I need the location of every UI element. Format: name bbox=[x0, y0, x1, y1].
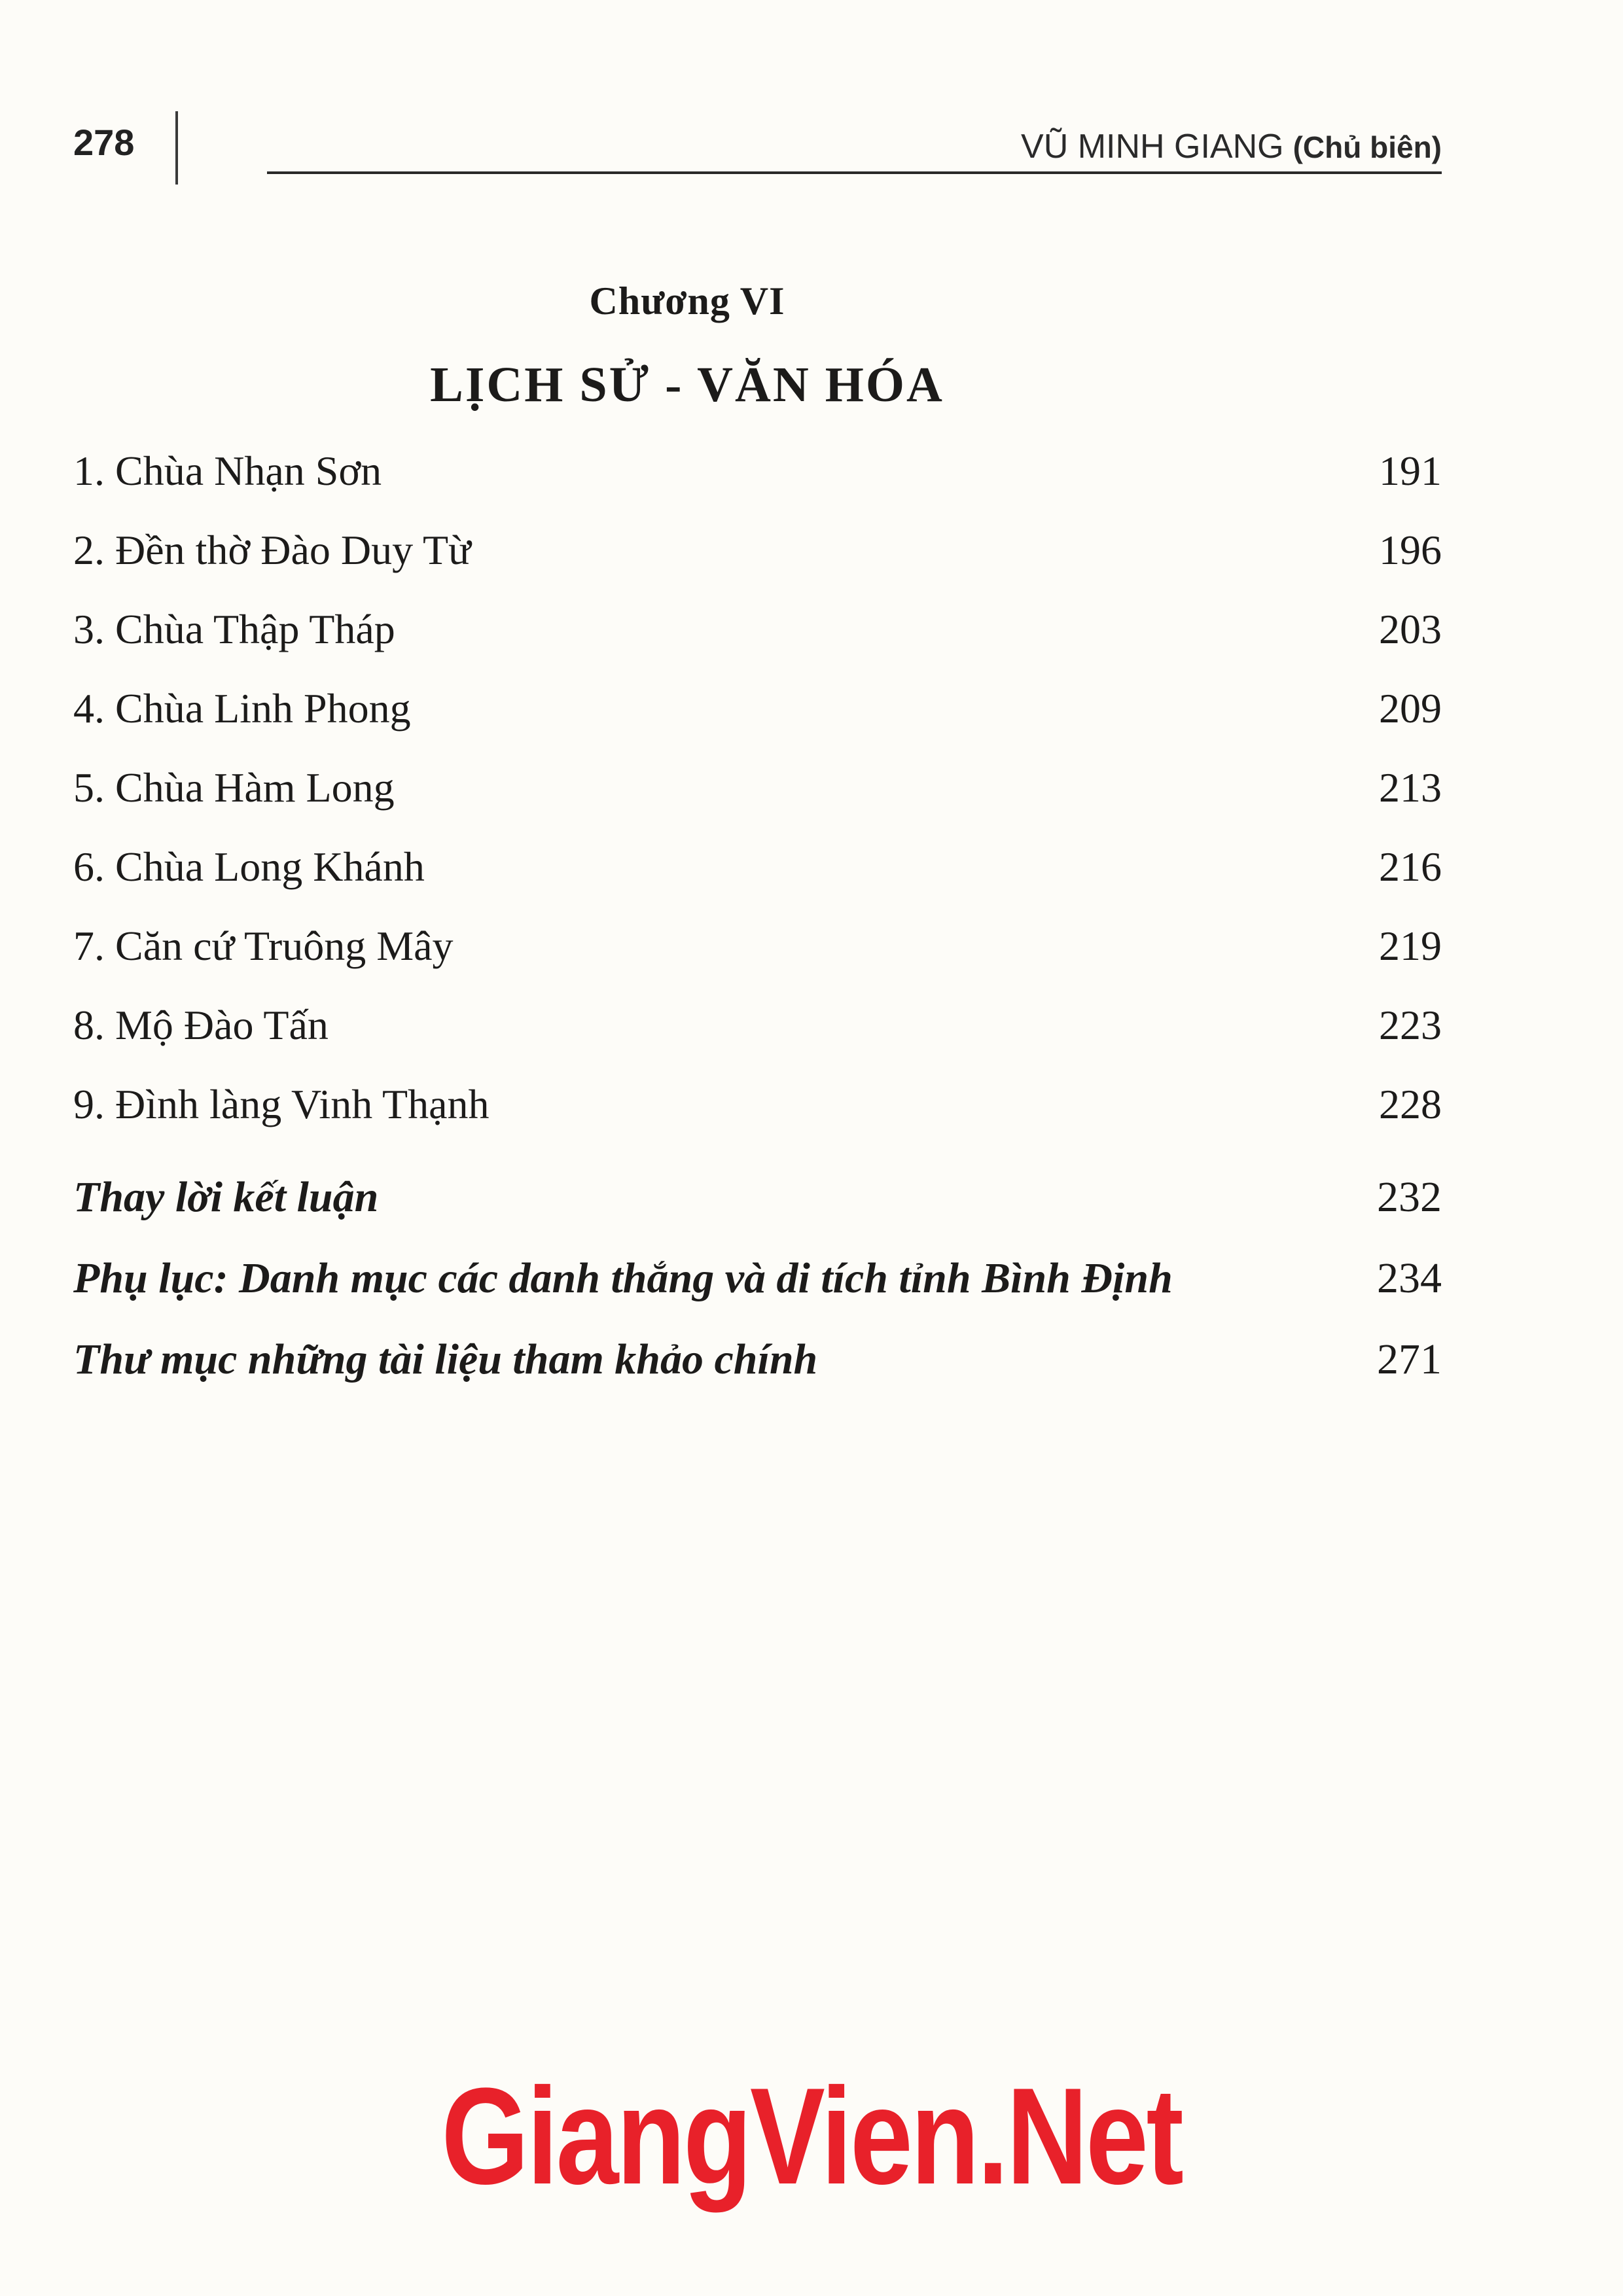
author-name: VŨ MINH GIANG bbox=[1021, 128, 1284, 166]
toc-entry bbox=[73, 993, 1442, 1072]
back-matter-page: 232 bbox=[1377, 1173, 1442, 1221]
toc-entry bbox=[73, 676, 1442, 755]
toc-entry-title: 4. Chùa Linh Phong bbox=[73, 685, 411, 732]
header-divider bbox=[175, 111, 178, 185]
back-matter-list bbox=[73, 1165, 1442, 1408]
toc-entry bbox=[73, 518, 1442, 597]
toc-entry bbox=[73, 913, 1442, 993]
editor-note: (Chủ biên) bbox=[1293, 130, 1442, 164]
toc-entry-page: 196 bbox=[1379, 527, 1442, 573]
toc-entry-title: 7. Căn cứ Truông Mây bbox=[73, 923, 454, 969]
back-matter-title: Thay lời kết luận bbox=[73, 1173, 379, 1221]
toc-entry-page: 228 bbox=[1379, 1081, 1442, 1127]
back-matter-page: 271 bbox=[1377, 1335, 1442, 1383]
toc-entry-title: 5. Chùa Hàm Long bbox=[73, 764, 395, 811]
chapter-label: Chương VI bbox=[589, 279, 785, 323]
toc-entry-title: 1. Chùa Nhạn Sơn bbox=[73, 448, 382, 494]
toc-entry-page: 219 bbox=[1379, 923, 1442, 969]
toc-entry-title: 8. Mộ Đào Tấn bbox=[73, 1002, 329, 1048]
toc-entry-title: 6. Chùa Long Khánh bbox=[73, 843, 425, 890]
back-matter-entry bbox=[73, 1327, 1442, 1408]
toc-entry-title: 9. Đình làng Vinh Thạnh bbox=[73, 1081, 490, 1127]
toc-entry-page: 216 bbox=[1379, 843, 1442, 890]
chapter-title: LỊCH SỬ - VĂN HÓA bbox=[430, 357, 944, 412]
back-matter-entry bbox=[73, 1165, 1442, 1246]
back-matter-entry bbox=[73, 1246, 1442, 1327]
toc-entry bbox=[73, 438, 1442, 518]
toc-entry-page: 213 bbox=[1379, 764, 1442, 811]
toc-entry-page: 223 bbox=[1379, 1002, 1442, 1048]
running-head bbox=[1021, 124, 1442, 169]
back-matter-page: 234 bbox=[1377, 1254, 1442, 1302]
toc-entry bbox=[73, 597, 1442, 676]
back-matter-title: Phụ lục: Danh mục các danh thắng và di tích tỉnh Bình Định bbox=[73, 1254, 1173, 1302]
toc-entry bbox=[73, 834, 1442, 913]
page-number: 278 bbox=[73, 122, 135, 163]
header-rule bbox=[267, 171, 1442, 174]
toc-entry bbox=[73, 1072, 1442, 1151]
back-matter-title: Thư mục những tài liệu tham khảo chính bbox=[73, 1335, 818, 1383]
toc-entry-page: 191 bbox=[1379, 448, 1442, 494]
toc-entry-title: 2. Đền thờ Đào Duy Từ bbox=[73, 527, 471, 573]
toc-entry bbox=[73, 755, 1442, 834]
toc-entry-title: 3. Chùa Thập Tháp bbox=[73, 606, 395, 652]
toc-list bbox=[73, 438, 1442, 1151]
toc-entry-page: 209 bbox=[1379, 685, 1442, 732]
toc-entry-page: 203 bbox=[1379, 606, 1442, 652]
watermark: GiangVien.Net bbox=[441, 2059, 1182, 2213]
